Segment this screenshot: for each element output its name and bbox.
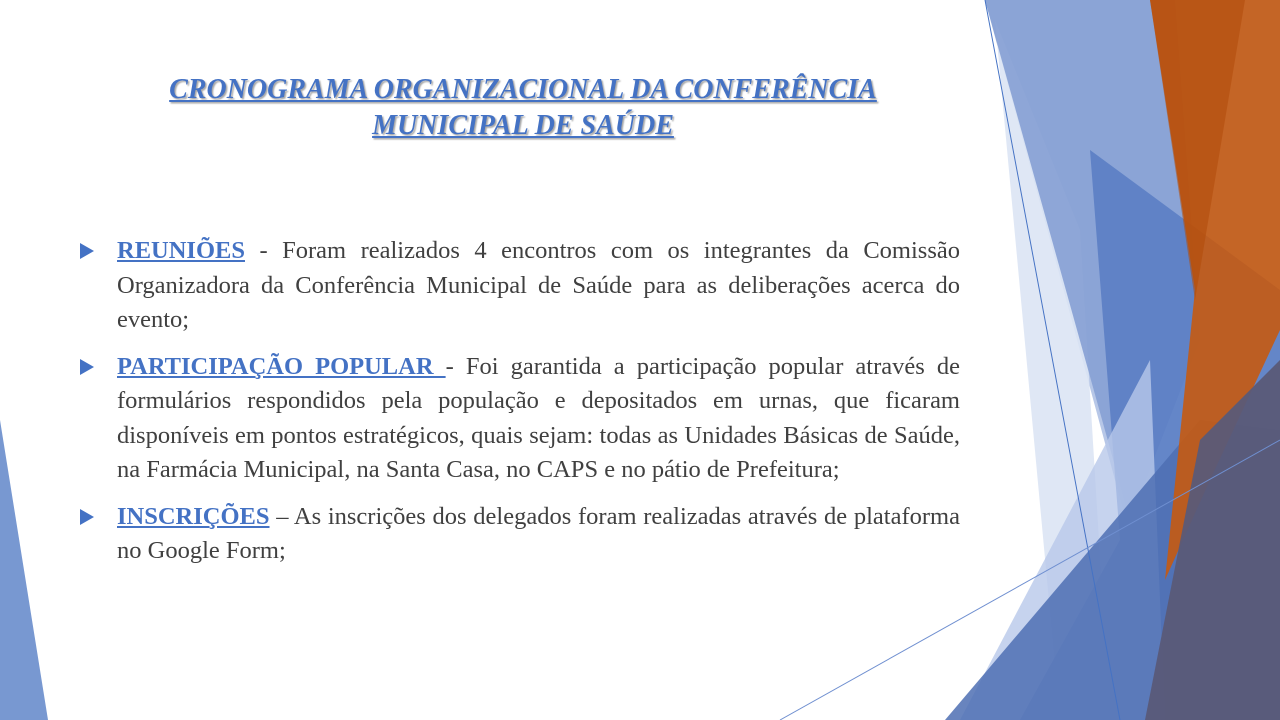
bullet-separator: - <box>445 352 466 380</box>
triangle-right-icon <box>80 234 117 268</box>
bullet-heading: PARTICIPAÇÃO POPULAR <box>117 352 446 380</box>
title-line-2: MUNICIPAL DE SAÚDE <box>372 110 674 141</box>
bullet-body: As inscrições dos delegados foram realizadas através de plataforma no Google Form; <box>117 502 960 564</box>
triangle-right-icon <box>80 500 117 534</box>
bullet-heading: REUNIÕES <box>117 237 245 264</box>
bullet-body: Foram realizados 4 encontros com os integrantes da Comissão Organizadora da Conferência Municipal de Saúde para as deliberações acerca do evento; <box>117 237 960 333</box>
bullet-item-participacao <box>80 350 960 488</box>
bullet-body: Foi garantida a participação popular através de formulários respondidos pela população e depositados em urnas, que ficaram disponíveis em pontos estratégicos, quais sejam: todas as Unidades Básicas de Saúde, na Farmácia Municipal, na Santa Casa, no CAPS e no pátio de Prefeitura; <box>117 352 960 483</box>
title-line-1: CRONOGRAMA ORGANIZACIONAL DA CONFERÊNCIA <box>169 74 877 105</box>
slide-title <box>100 72 946 144</box>
bullet-separator: – <box>269 502 294 530</box>
bullet-text <box>117 350 960 488</box>
bullet-text <box>117 234 960 338</box>
bullet-item-inscricoes <box>80 500 960 569</box>
bullet-heading: INSCRIÇÕES <box>117 502 270 530</box>
bullet-list <box>80 234 960 581</box>
left-edge-shape <box>0 420 48 720</box>
triangle-right-icon <box>80 350 117 384</box>
bullet-item-reunioes <box>80 234 960 338</box>
bullet-separator: - <box>244 237 283 264</box>
bullet-text <box>117 500 960 569</box>
